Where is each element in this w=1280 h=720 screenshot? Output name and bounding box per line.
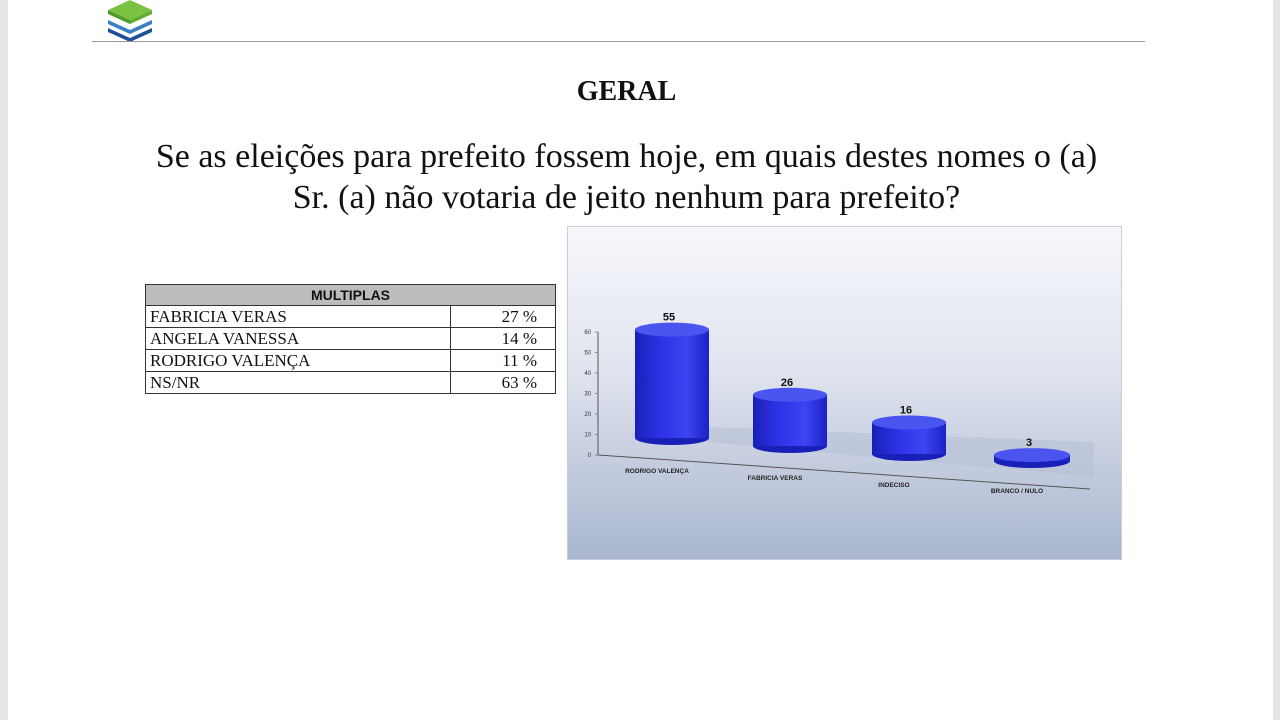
data-label: 3 bbox=[1025, 437, 1033, 450]
y-tick-label: 10 bbox=[584, 432, 591, 439]
data-label: 16 bbox=[899, 404, 913, 417]
table-header-row bbox=[146, 285, 556, 306]
category-label: INDECISO bbox=[878, 482, 910, 489]
header-rule bbox=[92, 41, 1145, 42]
row-name: NS/NR bbox=[146, 372, 451, 394]
row-value: 14 % bbox=[450, 328, 555, 350]
bar-top bbox=[635, 323, 709, 337]
row-value: 11 % bbox=[450, 350, 555, 372]
row-name: FABRICIA VERAS bbox=[146, 306, 451, 328]
table-row bbox=[146, 328, 556, 350]
row-value: 27 % bbox=[450, 306, 555, 328]
category-label: FABRICIA VERAS bbox=[747, 475, 803, 482]
question-line-2: Sr. (a) não votaria de jeito nenhum para prefeito? bbox=[292, 179, 961, 216]
stacked-layers-logo-icon bbox=[102, 0, 158, 42]
table-row bbox=[146, 350, 556, 372]
y-tick-label: 20 bbox=[584, 412, 591, 418]
row-name: ANGELA VANESSA bbox=[146, 328, 451, 350]
category-label: RODRIGO VALENÇA bbox=[625, 468, 689, 475]
bar bbox=[635, 330, 709, 438]
y-tick-label: 40 bbox=[584, 371, 591, 377]
y-tick-label: 50 bbox=[584, 350, 591, 357]
y-tick-label: 30 bbox=[584, 391, 591, 398]
y-tick-label: 60 bbox=[584, 330, 591, 336]
data-label: 55 bbox=[662, 311, 676, 324]
bar-top bbox=[872, 415, 946, 429]
bar-chart bbox=[567, 226, 1122, 560]
page-heading: GERAL bbox=[576, 76, 677, 107]
multiplas-table bbox=[145, 284, 556, 394]
data-label: 26 bbox=[780, 376, 794, 389]
row-value: 63 % bbox=[450, 372, 555, 394]
table-row bbox=[146, 372, 556, 394]
page-edge-right bbox=[1273, 0, 1280, 720]
row-name: RODRIGO VALENÇA bbox=[146, 350, 451, 372]
table-header: MULTIPLAS bbox=[146, 285, 556, 306]
category-label: BRANCO / NULO bbox=[990, 488, 1044, 495]
bar bbox=[753, 395, 827, 446]
bar-top bbox=[753, 388, 827, 402]
question-line-1: Se as eleições para prefeito fossem hoje, em quais destes nomes o (a) bbox=[155, 138, 1098, 175]
table-row bbox=[146, 306, 556, 328]
y-tick-label: 0 bbox=[587, 453, 591, 459]
bar-top bbox=[994, 448, 1070, 462]
chart-canvas bbox=[568, 227, 1121, 559]
survey-question bbox=[0, 136, 1253, 218]
page-edge-left bbox=[0, 0, 8, 720]
